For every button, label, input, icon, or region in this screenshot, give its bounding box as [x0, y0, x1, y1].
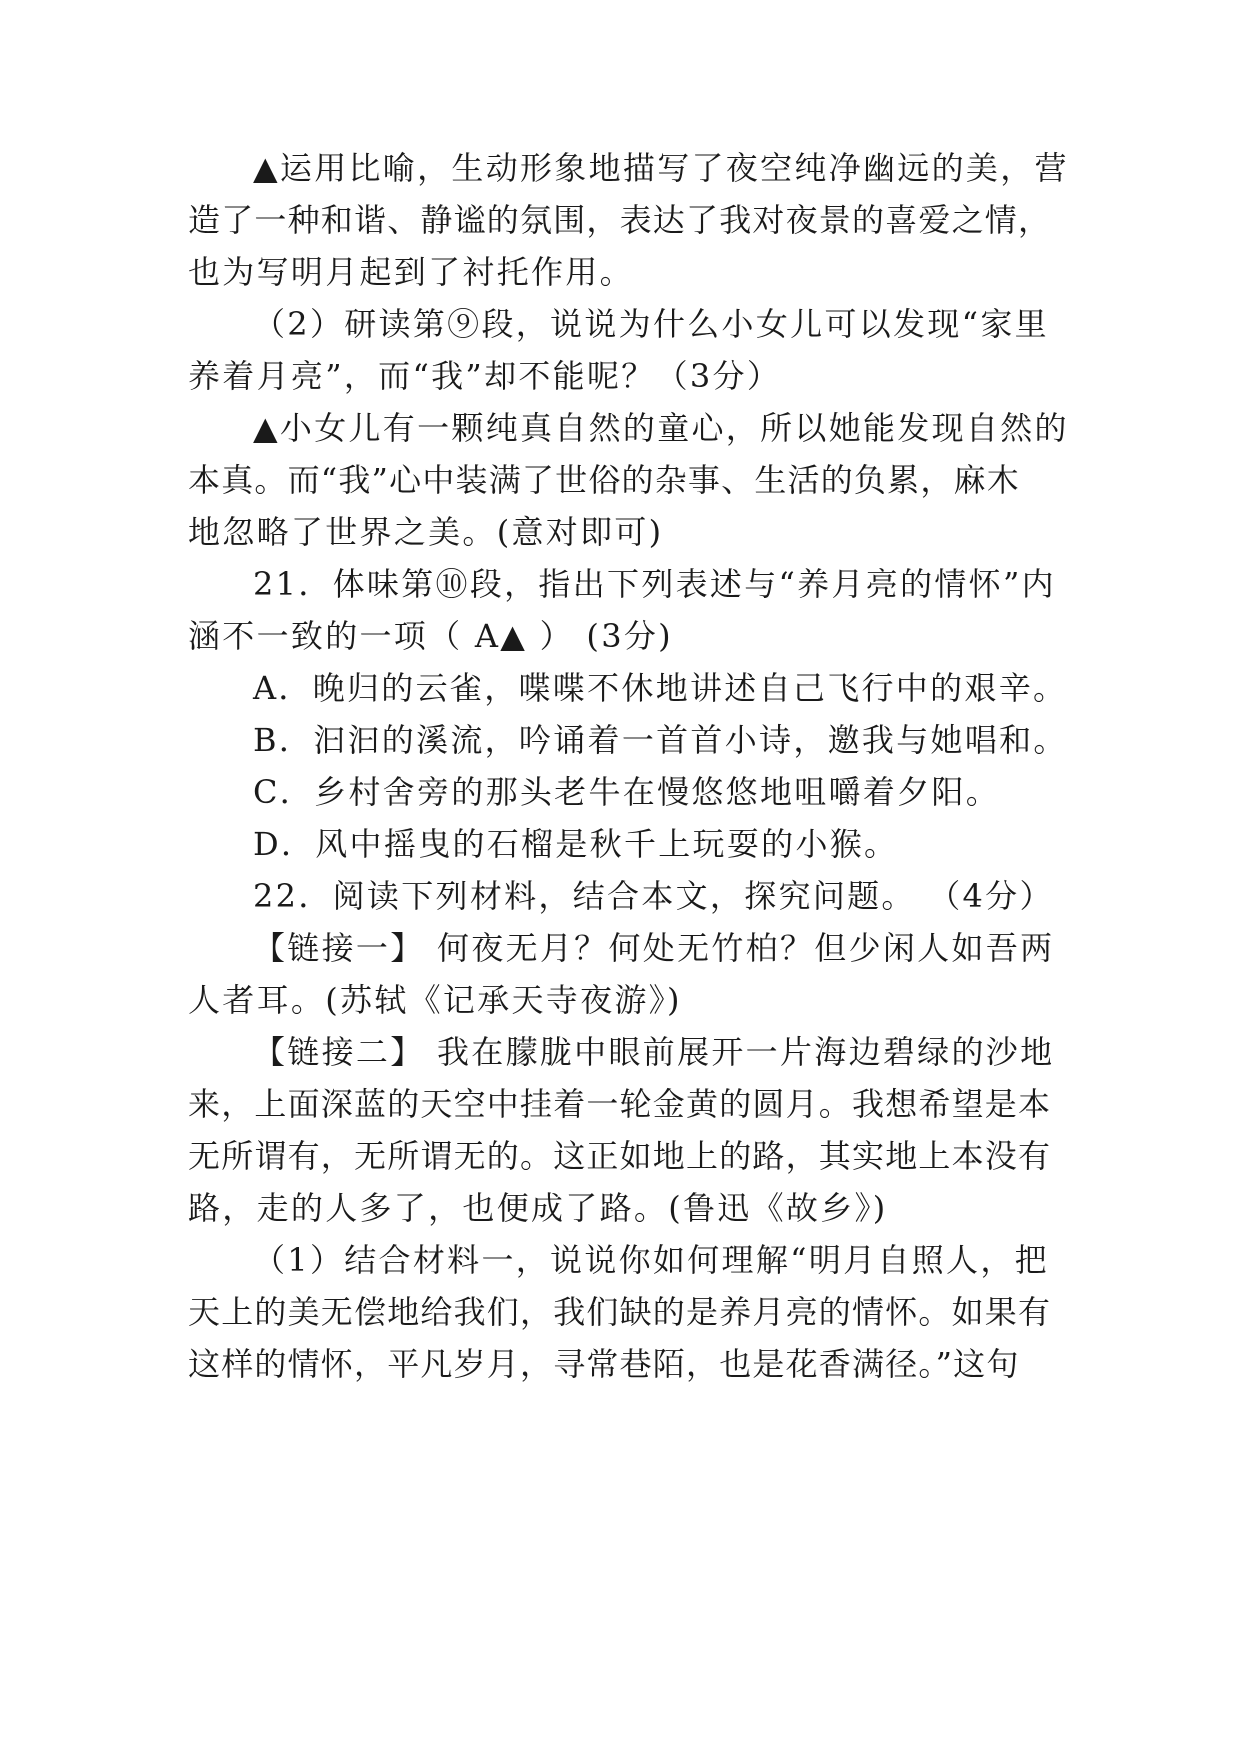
answer-line: ▲小女儿有一颗纯真自然的童心，所以她能发现自然的	[253, 409, 1069, 447]
link-two-line: 路，走的人多了，也便成了路。(鲁迅《故乡》)	[188, 1189, 888, 1227]
question-line: 养着月亮”，而“我”却不能呢？（3分）	[188, 357, 782, 395]
answer-line: 造了一种和谐、静谧的氛围，表达了我对夜景的喜爱之情，	[188, 201, 1052, 239]
option-d: D．风中摇曳的石榴是秋千上玩耍的小猴。	[253, 825, 899, 863]
answer-line: 本真。而“我”心中装满了世俗的杂事、生活的负累，麻木	[188, 461, 1020, 499]
question-line: 涵不一致的一项（ A▲ ） (3分)	[188, 617, 673, 655]
question-line: 22．阅读下列材料，结合本文，探究问题。 （4分）	[253, 877, 1054, 915]
option-c: C．乡村舍旁的那头老牛在慢悠悠地咀嚼着夕阳。	[253, 773, 1001, 811]
answer-line: 地忽略了世界之美。(意对即可)	[188, 513, 664, 551]
question-line: 这样的情怀，平凡岁月，寻常巷陌，也是花香满径。”这句	[188, 1345, 1020, 1383]
option-b: B．汩汩的溪流，吟诵着一首首小诗，邀我与她唱和。	[253, 721, 1068, 759]
link-two-line: 来，上面深蓝的天空中挂着一轮金黄的圆月。我想希望是本	[188, 1085, 1052, 1123]
link-one-line: 【链接一】 何夜无月？何处无竹柏？但少闲人如吾两	[253, 929, 1055, 967]
question-line: （1）结合材料一，说说你如何理解“明月自照人，把	[253, 1241, 1049, 1279]
answer-line: 也为写明月起到了衬托作用。	[188, 253, 634, 291]
option-a: A．晚归的云雀，喋喋不休地讲述自己飞行中的艰辛。	[253, 669, 1068, 707]
link-two-line: 【链接二】 我在朦胧中眼前展开一片海边碧绿的沙地	[253, 1033, 1055, 1071]
link-one-line: 人者耳。(苏轼《记承天寺夜游》)	[188, 981, 682, 1019]
question-line: （2）研读第⑨段，说说为什么小女儿可以发现“家里	[253, 305, 1049, 343]
question-line: 21．体味第⑩段，指出下列表述与“养月亮的情怀”内	[253, 565, 1056, 603]
question-line: 天上的美无偿地给我们，我们缺的是养月亮的情怀。如果有	[188, 1293, 1052, 1331]
link-two-line: 无所谓有，无所谓无的。这正如地上的路，其实地上本没有	[188, 1137, 1052, 1175]
answer-line: ▲运用比喻，生动形象地描写了夜空纯净幽远的美，营	[253, 149, 1069, 187]
